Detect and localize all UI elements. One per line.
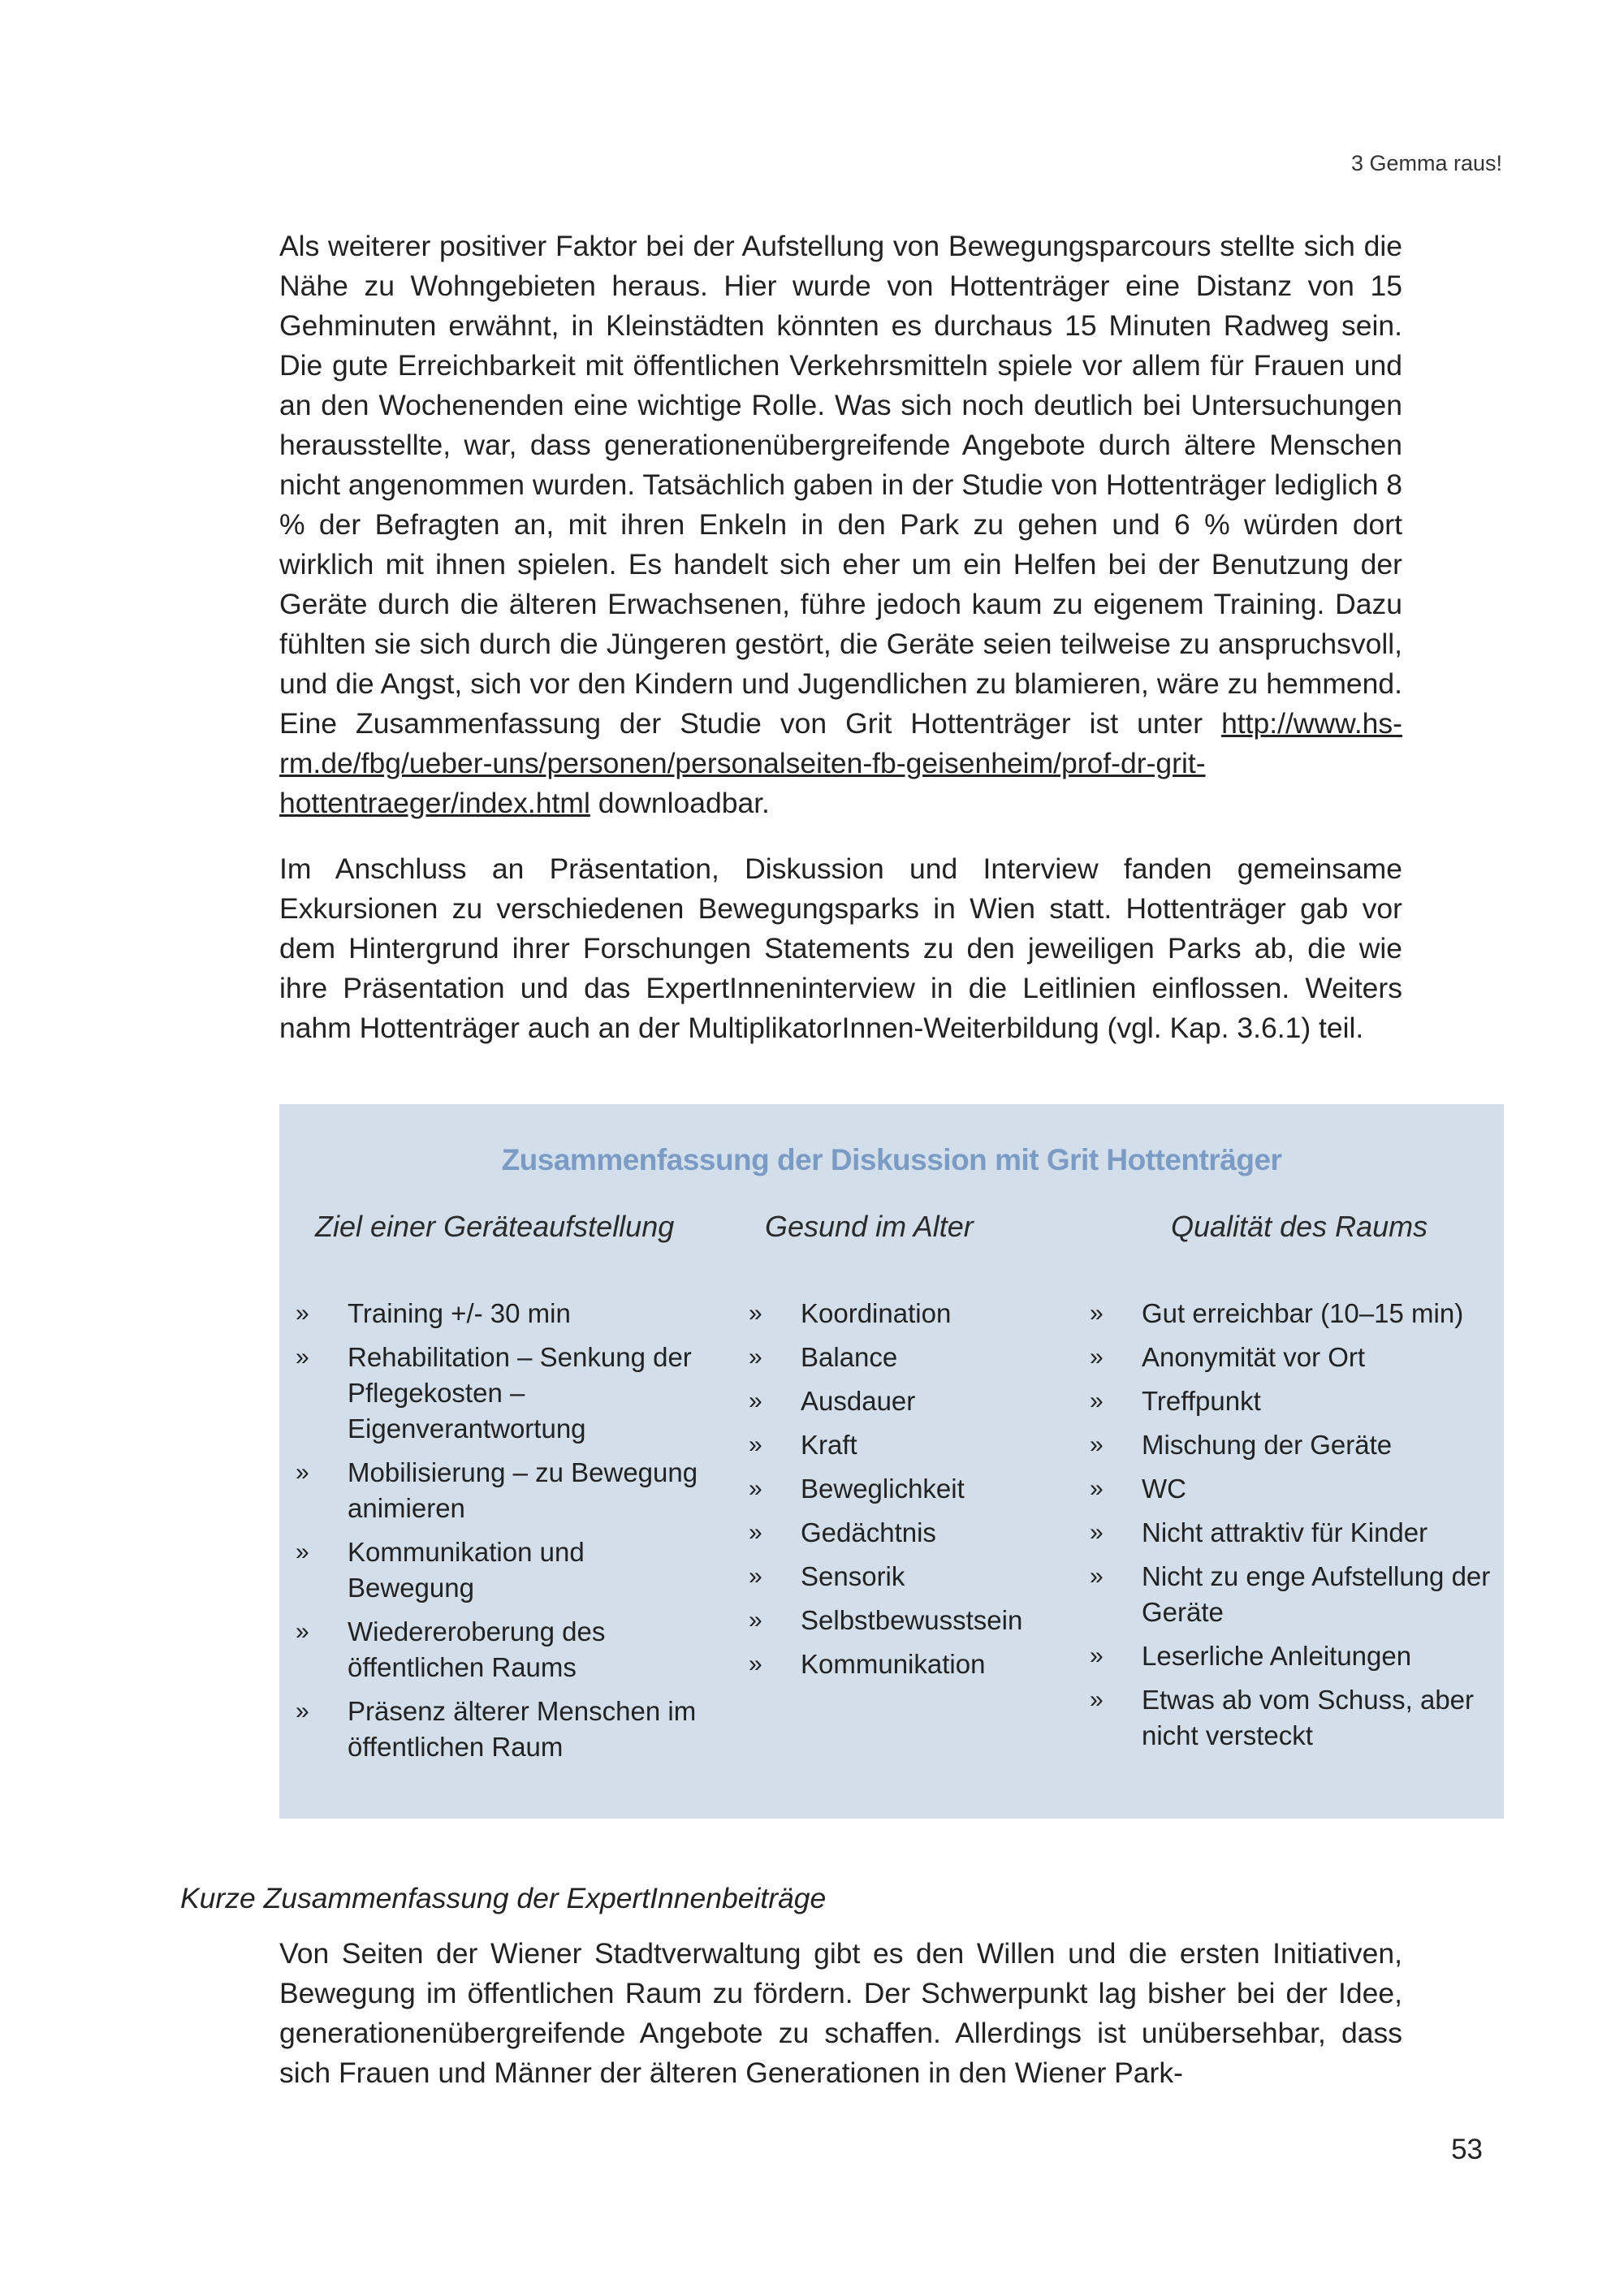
paragraph-expert-summary: Von Seiten der Wiener Stadtverwaltung gibt es den Willen und die ersten Initiativen, Bewegung im öffentlichen Raum zu fördern. Der Schwerpunkt lag bisher bei der Idee, generationenübergreifende Angebote zu schaffen. Allerdings ist unübersehbar, dass sich Frauen und Männer der älteren Generationen in den Wiener Park- xyxy=(279,1937,1402,2089)
column-list xyxy=(749,1296,1022,1690)
list-item: » Sensorik xyxy=(749,1559,1022,1595)
running-head: 3 Gemma raus! xyxy=(1350,151,1502,175)
column-heading: Gesund im Alter xyxy=(765,1210,974,1243)
list-item: » Präsenz älterer Menschen im öffentlichen Raum xyxy=(296,1694,718,1765)
bullet-icon: » xyxy=(1090,1344,1104,1370)
list-item: » Nicht zu enge Aufstellung der Geräte xyxy=(1090,1559,1496,1630)
bullet-icon: » xyxy=(1090,1431,1104,1458)
list-item: » Beweglichkeit xyxy=(749,1471,1022,1507)
list-item: » Leserliche Anleitungen xyxy=(1090,1638,1496,1674)
summary-title: Zusammenfassung der Diskussion mit Grit Hottenträger xyxy=(501,1143,1282,1176)
bullet-icon: » xyxy=(1090,1563,1104,1590)
bullet-icon: » xyxy=(1090,1388,1104,1414)
list-item: » Gedächtnis xyxy=(749,1515,1022,1551)
list-item: » Mobilisierung – zu Bewegung animieren xyxy=(296,1455,718,1526)
bullet-icon: » xyxy=(296,1618,309,1645)
bullet-icon: » xyxy=(749,1563,762,1590)
bullet-icon: » xyxy=(749,1519,762,1546)
list-item: » Kommunikation und Bewegung xyxy=(296,1534,718,1606)
list-item: » Koordination xyxy=(749,1296,1022,1331)
page-number: 53 xyxy=(1451,2134,1483,2165)
bullet-icon: » xyxy=(1090,1475,1104,1502)
bullet-icon: » xyxy=(1090,1686,1104,1713)
list-item: » Anonymität vor Ort xyxy=(1090,1340,1496,1375)
list-item: » Training +/- 30 min xyxy=(296,1296,718,1331)
bullet-icon: » xyxy=(749,1607,762,1634)
list-item: » Ausdauer xyxy=(749,1383,1022,1419)
column-list xyxy=(296,1296,718,1773)
paragraph-excursions: Im Anschluss an Präsentation, Diskussion und Interview fanden gemeinsame Exkursionen zu verschiedenen Bewegungsparks in Wien statt. Hottenträger gab vor dem Hintergrund ihrer Forschungen Statements zu den jeweiligen Parks ab, die wie ihre Präsentation und das ExpertInneninterview in die Leitlinien einflossen. Weiters nahm Hottenträger auch an der MultiplikatorInnen-Weiterbildung (vgl. Kap. 3.6.1) teil. xyxy=(279,852,1402,1044)
bullet-icon: » xyxy=(296,1459,309,1486)
paragraph-text: Als weiterer positiver Faktor bei der Aufstellung von Bewegungsparcours stellte sich die Nähe zu Wohngebieten heraus. Hier wurde von Hottenträger eine Distanz von 15 Gehminuten erwähnt, in Kleinstädten könnten es durchaus 15 Minuten Radweg sein. Die gute Erreichbarkeit mit öffentlichen Verkehrsmitteln spiele vor allem für Frauen und an den Wochenenden eine wichtige Rolle. Was sich noch deutlich bei Untersuchungen herausstellte, war, dass generationenübergreifende Angebote durch ältere Menschen nicht angenommen wurden. Tatsächlich gaben in der Studie von Hottenträger lediglich 8 % der Befragten an, mit ihren Enkeln in den Park zu gehen und 6 % würden dort wirklich mit ihnen spielen. Es handelt sich eher um ein Helfen bei der Benutzung der Geräte durch die älteren Erwachsenen, führe jedoch kaum zu eigenem Training. Dazu fühlten sie sich durch die Jüngeren gestört, die Geräte seien teilweise zu anspruchsvoll, und die Angst, sich vor den Kindern und Jugendlichen zu blamieren, wäre zu hemmend. Eine Zusammenfassung der Studie von Grit Hottenträger ist unter xyxy=(279,230,1402,740)
list-item: » WC xyxy=(1090,1471,1496,1507)
bullet-icon: » xyxy=(1090,1300,1104,1327)
list-item: » Nicht attraktiv für Kinder xyxy=(1090,1515,1496,1551)
column-list xyxy=(1090,1296,1496,1762)
list-item: » Balance xyxy=(749,1340,1022,1375)
bullet-icon: » xyxy=(1090,1642,1104,1669)
bullet-icon: » xyxy=(749,1431,762,1458)
bullet-icon: » xyxy=(749,1651,762,1677)
bullet-icon: » xyxy=(1090,1519,1104,1546)
list-item: » Kraft xyxy=(749,1427,1022,1463)
list-item: » Rehabilitation – Senkung der Pflegekosten – Eigenverantwortung xyxy=(296,1340,718,1447)
list-item: » Gut erreichbar (10–15 min) xyxy=(1090,1296,1496,1331)
bullet-icon: » xyxy=(296,1539,309,1565)
bullet-icon: » xyxy=(296,1344,309,1370)
bullet-icon: » xyxy=(749,1344,762,1370)
discussion-summary-box xyxy=(279,1104,1504,1819)
list-item: » Treffpunkt xyxy=(1090,1383,1496,1419)
bullet-icon: » xyxy=(296,1698,309,1724)
list-item: » Wiedereroberung des öffentlichen Raums xyxy=(296,1614,718,1685)
bullet-icon: » xyxy=(749,1300,762,1327)
column-heading: Qualität des Raums xyxy=(1171,1210,1428,1243)
bullet-icon: » xyxy=(296,1300,309,1327)
list-item: » Mischung der Geräte xyxy=(1090,1427,1496,1463)
list-item: » Kommunikation xyxy=(749,1646,1022,1682)
section-heading: Kurze Zusammenfassung der ExpertInnenbeiträge xyxy=(180,1882,827,1914)
bullet-icon: » xyxy=(749,1388,762,1414)
bullet-icon: » xyxy=(749,1475,762,1502)
study-summary-link[interactable]: http://www.hs-rm.de/fbg/ueber-uns/personen/personalseiten-fb-geisenheim/prof-dr-grit-hottentraeger/index.html xyxy=(279,707,1402,819)
paragraph-hottentraeger-findings xyxy=(279,227,1402,823)
list-item: » Selbstbewusstsein xyxy=(749,1603,1022,1638)
list-item: » Etwas ab vom Schuss, aber nicht versteckt xyxy=(1090,1682,1496,1754)
paragraph-tail: downloadbar. xyxy=(598,787,770,819)
column-heading: Ziel einer Geräteaufstellung xyxy=(315,1210,675,1243)
